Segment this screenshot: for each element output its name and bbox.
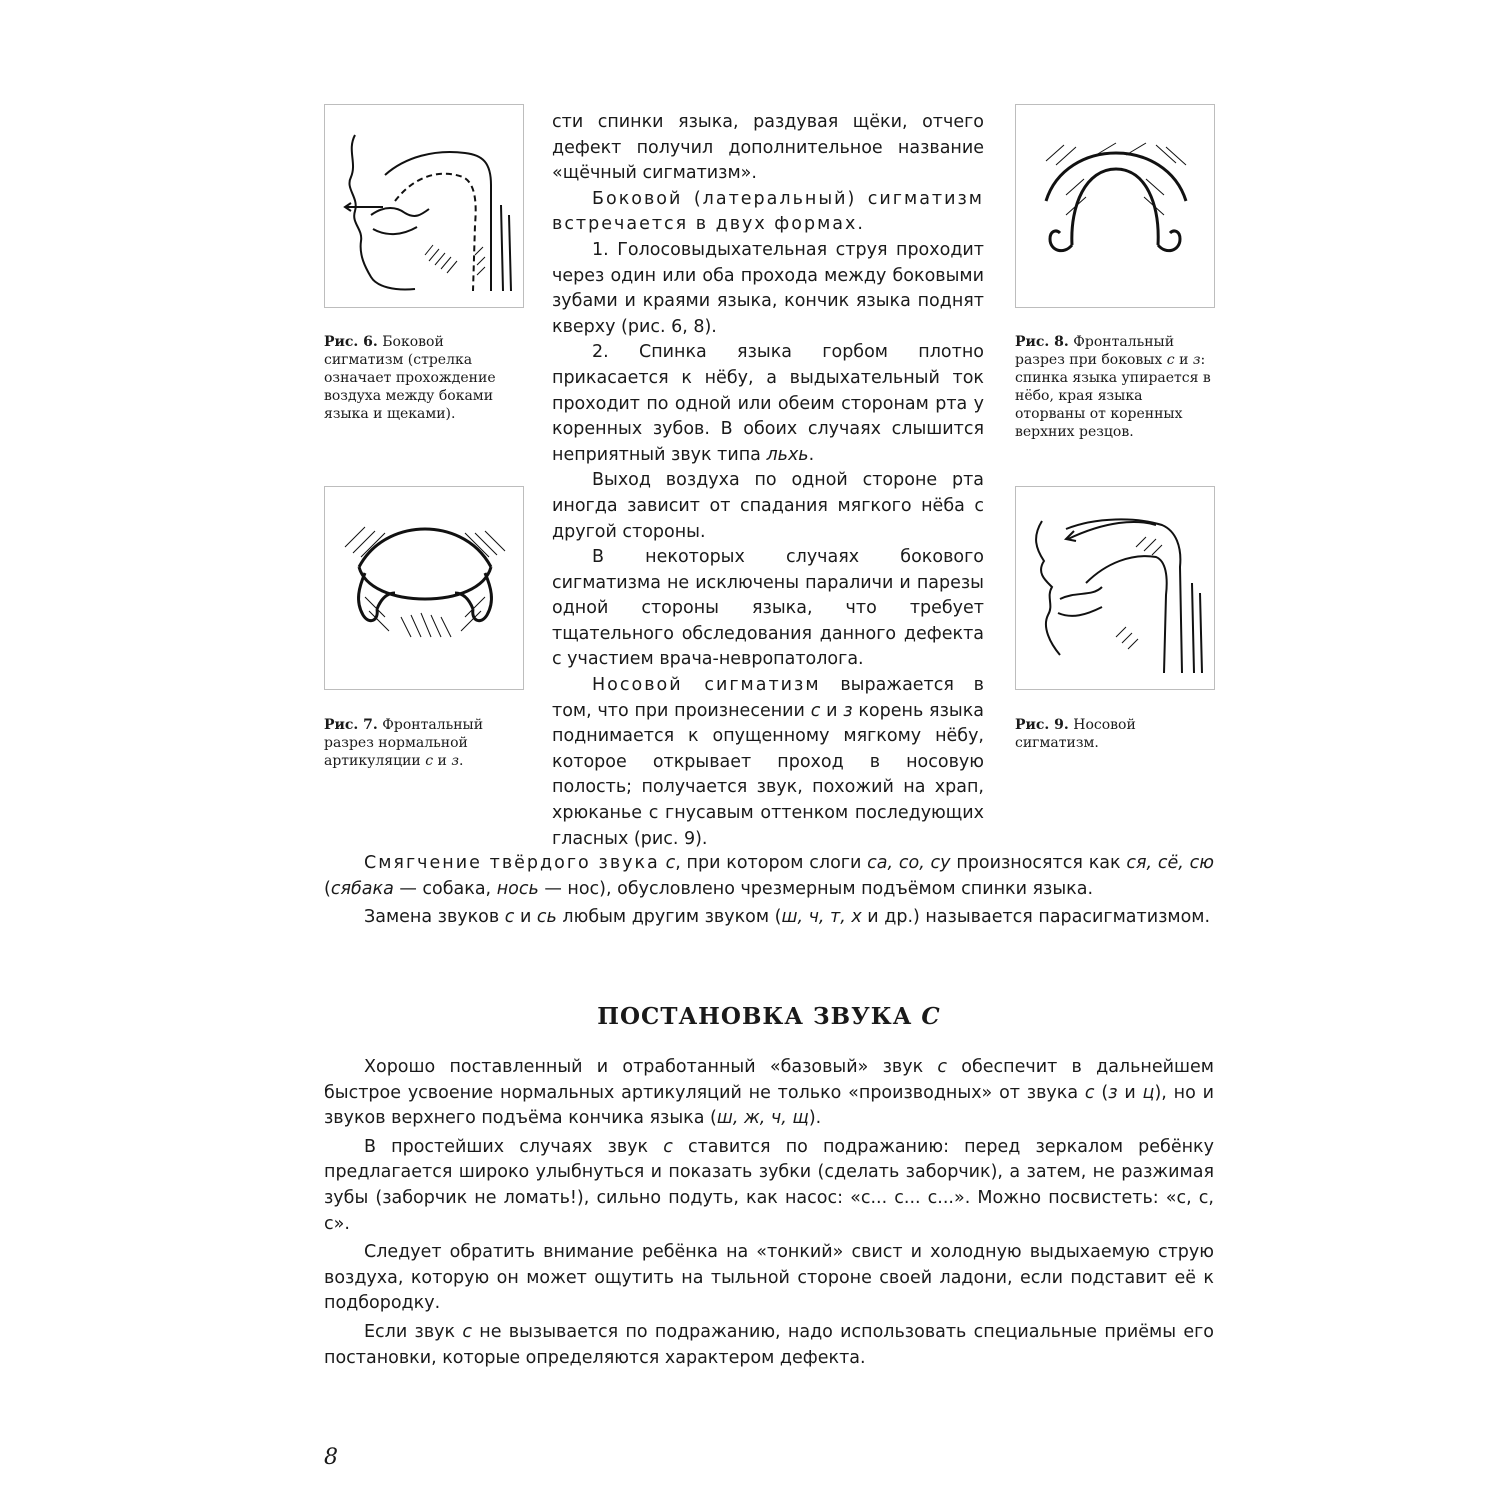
section-title xyxy=(324,1003,1214,1030)
figure-8-text-a: Фронтальный разрез при боковых xyxy=(1015,334,1175,368)
softening-syllables: са, со, су xyxy=(867,853,951,873)
figure-8-z: з xyxy=(1192,352,1201,368)
section-title-text: ПОСТАНОВКА ЗВУКА xyxy=(597,1003,913,1030)
figure-6-caption xyxy=(324,333,524,423)
parasigmatism-a: Замена звуков xyxy=(364,907,505,928)
parasigmatism-sj: сь xyxy=(536,907,557,928)
sagittal-lateral-sigmatism-drawing xyxy=(325,105,523,307)
figure-7-image xyxy=(324,486,524,690)
base-and: и xyxy=(1117,1082,1143,1103)
softening-soft-syllables: ся, сё, сю xyxy=(1126,853,1214,873)
paragraph-parasigmatism xyxy=(324,905,1214,931)
base-s2: с xyxy=(1084,1082,1095,1103)
parasigmatism-c: и др.) называется парасигматизмом. xyxy=(861,907,1211,928)
lateral-sigmatism-text: Боковой (латеральный) сигматизм встречается в двух формах. xyxy=(552,188,984,235)
paragraph-special-methods xyxy=(324,1320,1214,1371)
figure-8-caption xyxy=(1015,333,1215,441)
figure-7-and: и xyxy=(437,753,447,769)
frontal-normal-articulation-drawing xyxy=(325,487,523,689)
base-b: обеспечит в дальнейшем быстрое усвоение нормальных артикуляций не только «производных» от звука xyxy=(324,1057,1214,1103)
base-s: с xyxy=(937,1057,948,1077)
softening-a: , при котором слоги xyxy=(675,853,868,873)
paragraph-softening xyxy=(324,851,1214,902)
paragraph-air-exit: Выход воздуха по одной стороне рта иногда зависит от спадания мягкого нёба с другой стороны. xyxy=(552,470,984,542)
base-d: ), но и звуков верхнего подъёма кончика языка ( xyxy=(324,1082,1215,1129)
paragraph-lateral-sigmatism xyxy=(552,187,984,238)
softening-example-1: сябака xyxy=(330,878,394,899)
figure-8-and: и xyxy=(1179,352,1189,368)
frontal-lateral-sigmatism-drawing xyxy=(1016,105,1214,307)
parasigmatism-b: любым другим звуком ( xyxy=(556,907,782,928)
figure-7-text: Фронтальный разрез нормальной артикуляции xyxy=(324,717,484,769)
imitation-b: ставится по подражанию: перед зеркалом ребёнку предлагается широко улыбнуться и показать зубки (сделать заборчик), а затем, не разжимая зубы (заборчик не ломать!), сильно подуть, как насос: «с... с... с...». Можно посвистеть: «с, с, с». xyxy=(324,1136,1214,1234)
sagittal-nasal-sigmatism-drawing xyxy=(1016,487,1214,689)
softening-b: произносятся как xyxy=(950,853,1127,873)
form-2-end: . xyxy=(808,444,815,465)
softening-s: с xyxy=(665,853,676,873)
special-a: Если звук xyxy=(364,1321,463,1342)
figure-6-text: Боковой сигматизм (стрелка означает прохождение воздуха между боками языка и щеками). xyxy=(324,334,496,422)
full-width-paragraphs xyxy=(324,851,1214,931)
paragraph-whistle: Следует обратить внимание ребёнка на «тонкий» свист и холодную выдыхаемую струю воздуха, которую он может ощутить на тыльной стороне своей ладони, если подставит её к подбородку. xyxy=(324,1242,1214,1314)
base-a: Хорошо поставленный и отработанный «базовый» звук xyxy=(364,1057,938,1077)
figure-8-s: с xyxy=(1166,352,1175,368)
figure-7-label: Рис. 7. xyxy=(324,717,378,733)
imitation-a: В простейших случаях звук xyxy=(364,1136,664,1157)
base-ts: ц xyxy=(1142,1082,1155,1103)
paragraph-base-sound xyxy=(324,1055,1214,1132)
figure-8-label: Рис. 8. xyxy=(1015,334,1069,350)
figure-9-text: Носовой сигматизм. xyxy=(1015,717,1136,751)
nasal-text-a: выражается в том, что при произнесении xyxy=(552,675,984,721)
imitation-s: с xyxy=(663,1136,673,1157)
paragraph-cheek-sigmatism: сти спинки языка, раздувая щёки, отчего дефект получил дополнительное название «щёчный сигматизм». xyxy=(552,112,984,184)
parasigmatism-list: ш, ч, т, х xyxy=(781,907,862,928)
paragraph-paralysis: В некоторых случаях бокового сигматизма не исключены параличи и парезы одной стороны языка, что требует тщательного обследования данного дефекта с участием врача-невропатолога. xyxy=(552,547,984,670)
form-2-sound: льхь xyxy=(766,444,809,465)
special-s: с xyxy=(462,1321,472,1342)
page-number: 8 xyxy=(324,1445,338,1470)
softening-d: — собака, xyxy=(393,878,497,899)
nasal-and: и xyxy=(820,700,844,721)
softening-example-2: нось xyxy=(496,878,539,899)
base-e: ). xyxy=(808,1108,822,1129)
softening-term: Смягчение твёрдого звука xyxy=(364,853,660,873)
softening-c: ( xyxy=(324,878,331,899)
paragraph-nasal-sigmatism xyxy=(552,673,984,852)
figure-7-z: з xyxy=(451,753,459,769)
figure-8-text-b: : спинка языка упирается в нёбо, края языка оторваны от коренных верхних резцов. xyxy=(1015,352,1211,440)
section-body xyxy=(324,1055,1214,1371)
nasal-z: з xyxy=(843,700,853,721)
nasal-s: с xyxy=(810,700,821,721)
figure-6-image xyxy=(324,104,524,308)
figure-9-label: Рис. 9. xyxy=(1015,717,1069,733)
section-title-letter: С xyxy=(921,1003,941,1030)
base-list: ш, ж, ч, щ xyxy=(716,1108,809,1129)
softening-e: — нос), обусловлено чрезмерным подъёмом спинки языка. xyxy=(538,878,1094,899)
figure-7-s: с xyxy=(425,753,434,769)
form-2-text: 2. Спинка языка горбом плотно прикасается к нёбу, а выдыхательный ток проходит по одной или обеим сторонам рта у коренных зубов. В обоих случаях слышится неприятный звук типа xyxy=(552,342,984,465)
nasal-sigmatism-term: Носовой сигматизм xyxy=(592,675,821,696)
figure-7-caption xyxy=(324,716,524,770)
figure-9-caption xyxy=(1015,716,1215,752)
figure-7-end: . xyxy=(458,753,464,769)
figure-6-label: Рис. 6. xyxy=(324,334,378,350)
figure-8-image xyxy=(1015,104,1215,308)
base-z: з xyxy=(1108,1082,1118,1103)
base-c: ( xyxy=(1094,1082,1109,1103)
nasal-text-b: корень языка поднимается к опущенному мягкому нёбу, которое открывает проход в носовую полость; получается звук, похожий на храп, хрюканье с гнусавым оттенком последующих гласных (рис. 9). xyxy=(552,700,984,849)
figure-9-image xyxy=(1015,486,1215,690)
paragraph-form-2 xyxy=(552,340,984,468)
parasigmatism-s: с xyxy=(504,907,515,928)
paragraph-imitation xyxy=(324,1135,1214,1237)
paragraph-form-1: 1. Голосовыдыхательная струя проходит через один или оба прохода между боковыми зубами и краями языка, кончик языка поднят кверху (рис. 6, 8). xyxy=(552,239,984,337)
special-b: не вызывается по подражанию, надо использовать специальные приёмы его постановки, которые определяются характером дефекта. xyxy=(324,1321,1214,1368)
parasigmatism-and: и xyxy=(514,907,537,928)
main-column xyxy=(552,110,984,852)
